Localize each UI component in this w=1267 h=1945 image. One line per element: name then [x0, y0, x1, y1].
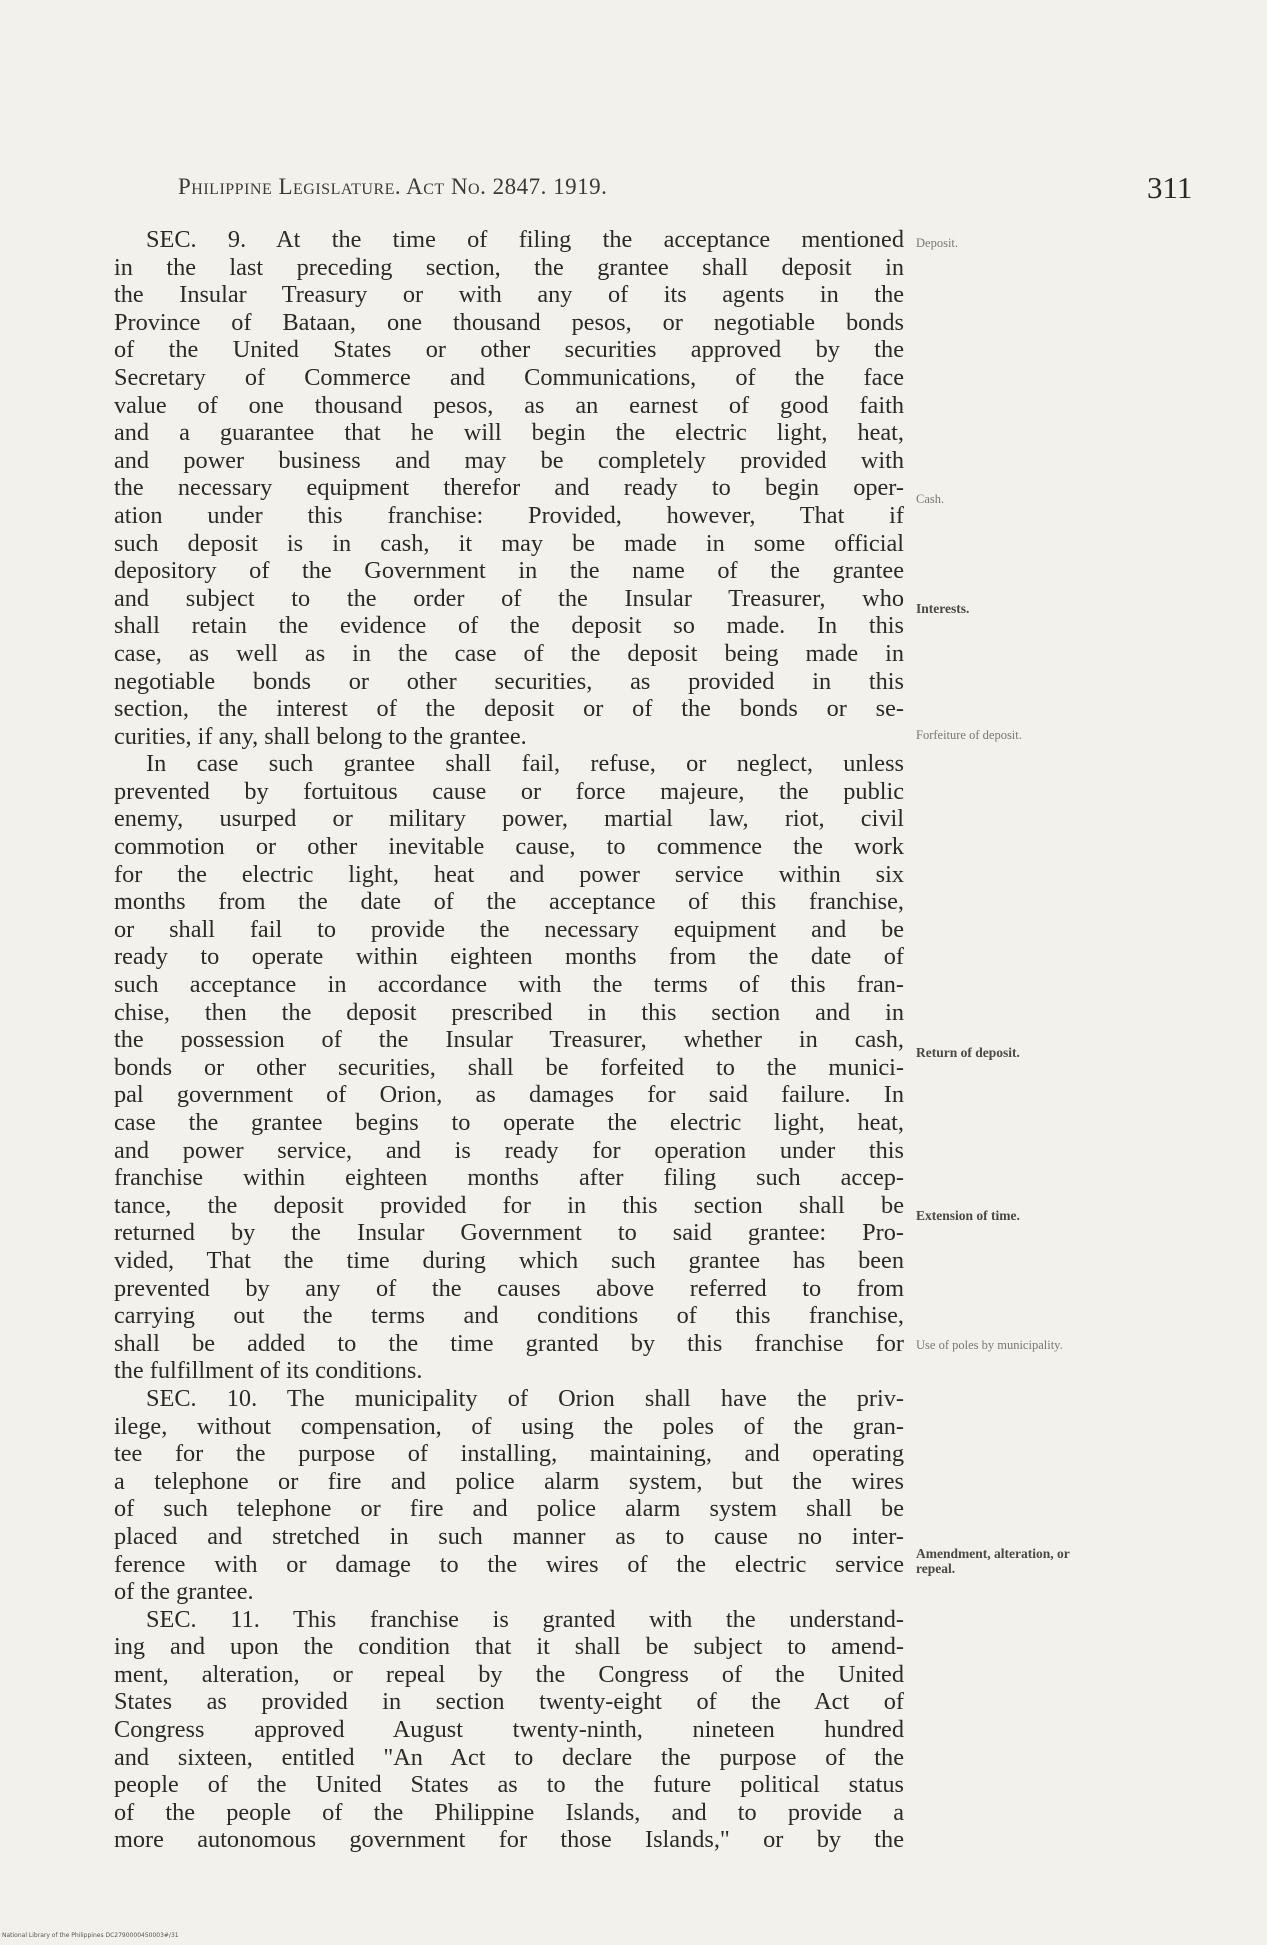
text-line: depository of the Government in the name of the grantee [114, 557, 904, 585]
text-line: the possession of the Insular Treasurer, whether in cash, [114, 1026, 904, 1054]
text-line: the Insular Treasury or with any of its agents in the [114, 281, 904, 309]
text-line: the fulfillment of its conditions. [114, 1357, 423, 1385]
text-line: vided, That the time during which such grantee has been [114, 1246, 904, 1274]
text-line: or shall fail to provide the necessary equipment and be [114, 915, 904, 943]
text-line: more autonomous government for those Islands," or by the [114, 1826, 904, 1854]
text-line: pal government of Orion, as damages for said failure. In [114, 1081, 904, 1109]
text-line: States as provided in section twenty-eight of the Act of [114, 1688, 904, 1716]
text-line: Secretary of Commerce and Communications, of the face [114, 363, 904, 391]
text-line: Congress approved August twenty-ninth, nineteen hundred [114, 1716, 904, 1744]
text-line: case the grantee begins to operate the electric light, heat, [114, 1109, 904, 1136]
text-line: enemy, usurped or military power, martial law, riot, civil [114, 805, 904, 833]
text-line: tee for the purpose of installing, maintaining, and operating [114, 1440, 904, 1468]
margin-note-cash: Cash. [916, 492, 945, 506]
text-line: ation under this franchise: Provided, however, That if [114, 501, 904, 529]
body-text [114, 226, 904, 1854]
text-line: shall retain the evidence of the deposit so made. In this [114, 612, 904, 640]
text-line: of such telephone or fire and police alarm system shall be [114, 1495, 904, 1523]
text-line: people of the United States as to the future political status [114, 1771, 904, 1799]
text-line: tance, the deposit provided for in this section shall be [114, 1191, 904, 1219]
page-number: 311 [1147, 170, 1193, 205]
text-line: such acceptance in accordance with the terms of this fran- [114, 971, 904, 999]
text-line: for the electric light, heat and power service within six [114, 860, 904, 888]
text-line: section, the interest of the deposit or of the bonds or se- [114, 695, 904, 723]
text-line: prevented by any of the causes above referred to from [114, 1274, 904, 1302]
text-line: franchise within eighteen months after filing such accep- [114, 1164, 904, 1192]
text-line: returned by the Insular Government to said grantee: Pro- [114, 1219, 904, 1247]
text-line: ment, alteration, or repeal by the Congress of the United [114, 1660, 904, 1688]
text-line: in the last preceding section, the grantee shall deposit in [114, 253, 904, 281]
text-line: In case such grantee shall fail, refuse, or neglect, unless [146, 750, 904, 778]
text-line: of the people of the Philippine Islands, and to provide a [114, 1798, 904, 1826]
text-line: curities, if any, shall belong to the grantee. [114, 722, 527, 750]
margin-note-use-of-poles: Use of poles by municipality. [916, 1338, 1063, 1352]
text-line: ilege, without compensation, of using the poles of the gran- [114, 1412, 904, 1440]
text-line: months from the date of the acceptance of this franchise, [114, 888, 904, 916]
margin-note-return-of-deposit: Return of deposit. [916, 1045, 1020, 1060]
text-line: of the United States or other securities approved by the [114, 336, 904, 364]
text-line: shall be added to the time granted by this franchise for [114, 1329, 904, 1357]
text-line: SEC. 11. This franchise is granted with the understand- [146, 1605, 904, 1633]
text-line: SEC. 10. The municipality of Orion shall have the priv- [146, 1384, 904, 1412]
text-line: commotion or other inevitable cause, to commence the work [114, 833, 904, 861]
text-line: negotiable bonds or other securities, as provided in this [114, 667, 904, 695]
text-line: of the grantee. [114, 1578, 254, 1606]
text-line: Province of Bataan, one thousand pesos, or negotiable bonds [114, 308, 904, 336]
text-line: such deposit is in cash, it may be made in some official [114, 529, 904, 557]
text-line: placed and stretched in such manner as to cause no inter- [114, 1522, 904, 1550]
text-line: chise, then the deposit prescribed in this section and in [114, 998, 904, 1026]
text-line: and sixteen, entitled "An Act to declare the purpose of the [114, 1743, 904, 1771]
text-line: a telephone or fire and police alarm system, but the wires [114, 1467, 904, 1495]
text-line: and subject to the order of the Insular Treasurer, who [114, 584, 904, 612]
page-header [0, 172, 1267, 212]
margin-note-extension-of-time: Extension of time. [916, 1208, 1020, 1223]
text-line: and power business and may be completely provided with [114, 446, 904, 474]
text-line: prevented by fortuitous cause or force majeure, the public [114, 777, 904, 805]
margin-note-forfeiture: Forfeiture of deposit. [916, 728, 1022, 742]
text-line: and power service, and is ready for operation under this [114, 1136, 904, 1164]
text-line: case, as well as in the case of the deposit being made in [114, 639, 904, 667]
scan-credit: National Library of the Philippines DC2790000450003#/31 [2, 1932, 179, 1939]
text-line: ference with or damage to the wires of the electric service [114, 1550, 904, 1578]
running-head: Philippine Legislature. Act No. 2847. 1919. [178, 174, 608, 199]
text-line: bonds or other securities, shall be forfeited to the munici- [114, 1053, 904, 1081]
text-line: and a guarantee that he will begin the electric light, heat, [114, 419, 904, 447]
margin-note-amendment: Amendment, alteration, or repeal. [916, 1546, 1070, 1576]
text-line: SEC. 9. At the time of filing the acceptance mentioned [146, 226, 904, 253]
text-line: the necessary equipment therefor and ready to begin oper- [114, 474, 904, 502]
text-line: ready to operate within eighteen months from the date of [114, 943, 904, 971]
margin-note-interests: Interests. [916, 601, 970, 616]
text-line: value of one thousand pesos, as an earnest of good faith [114, 391, 904, 419]
margin-note-deposit: Deposit. [916, 236, 959, 250]
text-line: carrying out the terms and conditions of this franchise, [114, 1302, 904, 1330]
text-line: ing and upon the condition that it shall be subject to amend- [114, 1633, 904, 1661]
